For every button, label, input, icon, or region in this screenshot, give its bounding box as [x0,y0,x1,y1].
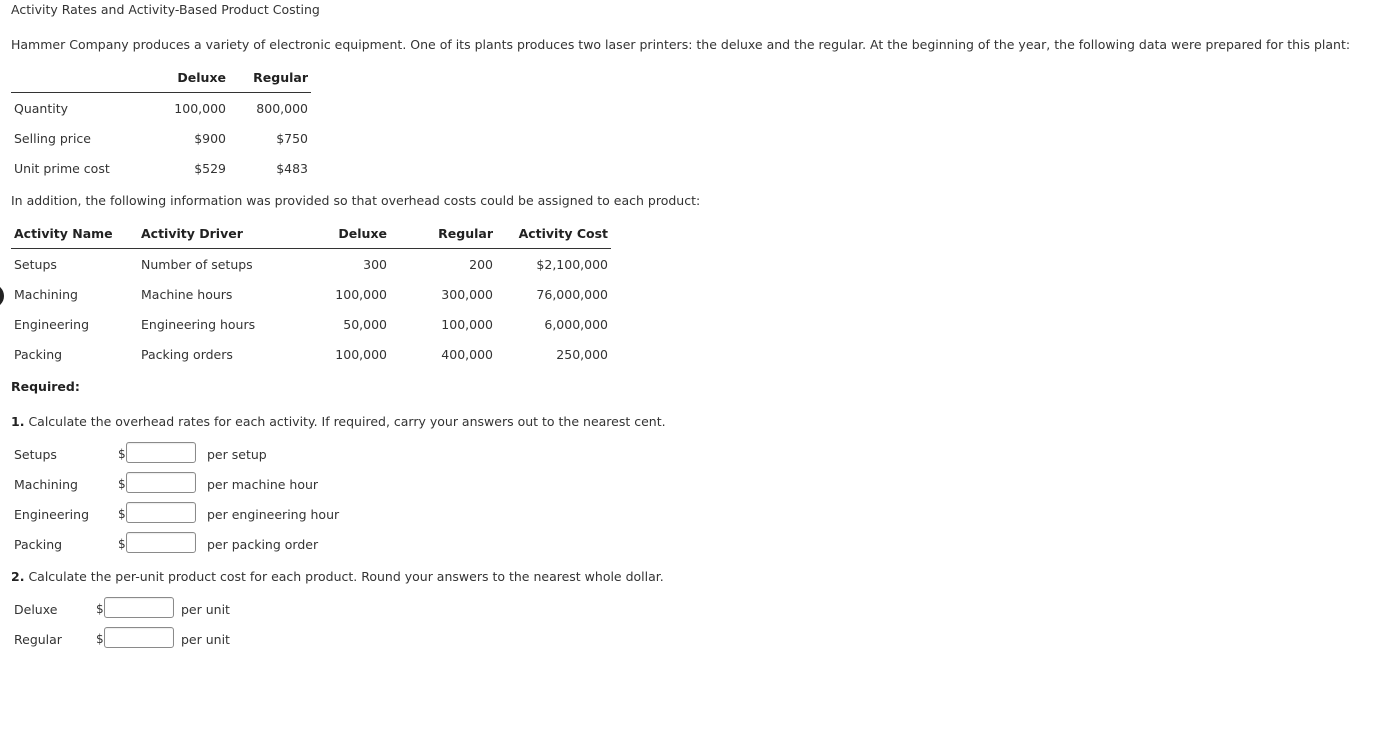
table2-cell: 300 [363,257,387,272]
deluxe-unit-cost-input-box [104,597,174,618]
table2-cell: 50,000 [343,317,387,332]
table2-row-name: Engineering [14,317,89,332]
rate-unit: per packing order [207,537,319,552]
table2-row-driver: Number of setups [141,257,253,272]
table1-header-deluxe: Deluxe [177,70,226,85]
table2-row-name: Setups [14,257,57,272]
table2-header-deluxe: Deluxe [338,226,387,241]
unit-cost-label-regular: Regular [14,632,62,647]
rate-label-machining: Machining [14,477,78,492]
table2-header-activity-name: Activity Name [14,226,113,241]
addition-text: In addition, the following information was provided so that overhead costs could be assigned to each product: [11,193,701,208]
rate-label-packing: Packing [14,537,63,552]
table2-header-regular: Regular [438,226,493,241]
rate-label-engineering: Engineering [14,507,89,522]
table2-row-name: Packing [14,347,63,362]
table2-cell: 200 [469,257,493,272]
table2-cell: 250,000 [556,347,608,362]
currency-symbol: $ [118,477,126,491]
table2-cell: 100,000 [335,287,387,302]
table1-header-rule [11,92,311,93]
table1-header-regular: Regular [253,70,308,85]
table2-header-activity-cost: Activity Cost [518,226,608,241]
rate-unit: per engineering hour [207,507,340,522]
table2-row-name: Machining [14,287,78,302]
rate-label-setups: Setups [14,447,57,462]
question-2-text [11,569,664,584]
table2-cell: $2,100,000 [536,257,608,272]
table2-cell: 100,000 [335,347,387,362]
table1-row-label: Selling price [14,131,91,146]
table1-cell: $750 [276,131,308,146]
table1-row-label: Quantity [14,101,69,116]
currency-symbol: $ [96,632,104,646]
regular-unit-cost-input[interactable] [105,628,173,647]
intro-text: Hammer Company produces a variety of electronic equipment. One of its plants produces two laser printers: the deluxe and the regular. At the beginning of the year, the following data were prepared for this plant: [11,37,1351,52]
page-title: Activity Rates and Activity-Based Product Costing [11,2,320,17]
currency-symbol: $ [96,602,104,616]
table2-cell: 400,000 [441,347,493,362]
table2-row-driver: Machine hours [141,287,233,302]
table2-cell: 6,000,000 [544,317,608,332]
setups-rate-input-box [126,442,196,463]
setups-rate-input[interactable] [127,443,195,462]
machining-rate-input[interactable] [127,473,195,492]
unit-cost-unit: per unit [181,632,230,647]
table1-row-label: Unit prime cost [14,161,110,176]
side-marker [0,284,4,308]
table1-cell: $900 [194,131,226,146]
table2-header-activity-driver: Activity Driver [141,226,243,241]
engineering-rate-input[interactable] [127,503,195,522]
currency-symbol: $ [118,507,126,521]
question-2-number: 2. [11,569,25,584]
question-1-number: 1. [11,414,25,429]
unit-cost-unit: per unit [181,602,230,617]
required-label: Required: [11,379,80,394]
rate-unit: per setup [207,447,267,462]
table2-cell: 76,000,000 [536,287,608,302]
regular-unit-cost-input-box [104,627,174,648]
table1-cell: 100,000 [174,101,226,116]
table2-cell: 300,000 [441,287,493,302]
table2-row-driver: Engineering hours [141,317,256,332]
table1-cell: $529 [194,161,226,176]
table2-cell: 100,000 [441,317,493,332]
question-1-prompt: Calculate the overhead rates for each activity. If required, carry your answers out to the nearest cent. [28,414,666,429]
unit-cost-label-deluxe: Deluxe [14,602,58,617]
machining-rate-input-box [126,472,196,493]
question-1-text [11,414,666,429]
packing-rate-input-box [126,532,196,553]
table2-row-driver: Packing orders [141,347,233,362]
table2-header-rule [11,248,611,249]
currency-symbol: $ [118,447,126,461]
table1-cell: $483 [276,161,308,176]
engineering-rate-input-box [126,502,196,523]
question-2-prompt: Calculate the per-unit product cost for each product. Round your answers to the nearest whole dollar. [28,569,664,584]
currency-symbol: $ [118,537,126,551]
packing-rate-input[interactable] [127,533,195,552]
deluxe-unit-cost-input[interactable] [105,598,173,617]
rate-unit: per machine hour [207,477,319,492]
table1-cell: 800,000 [256,101,308,116]
